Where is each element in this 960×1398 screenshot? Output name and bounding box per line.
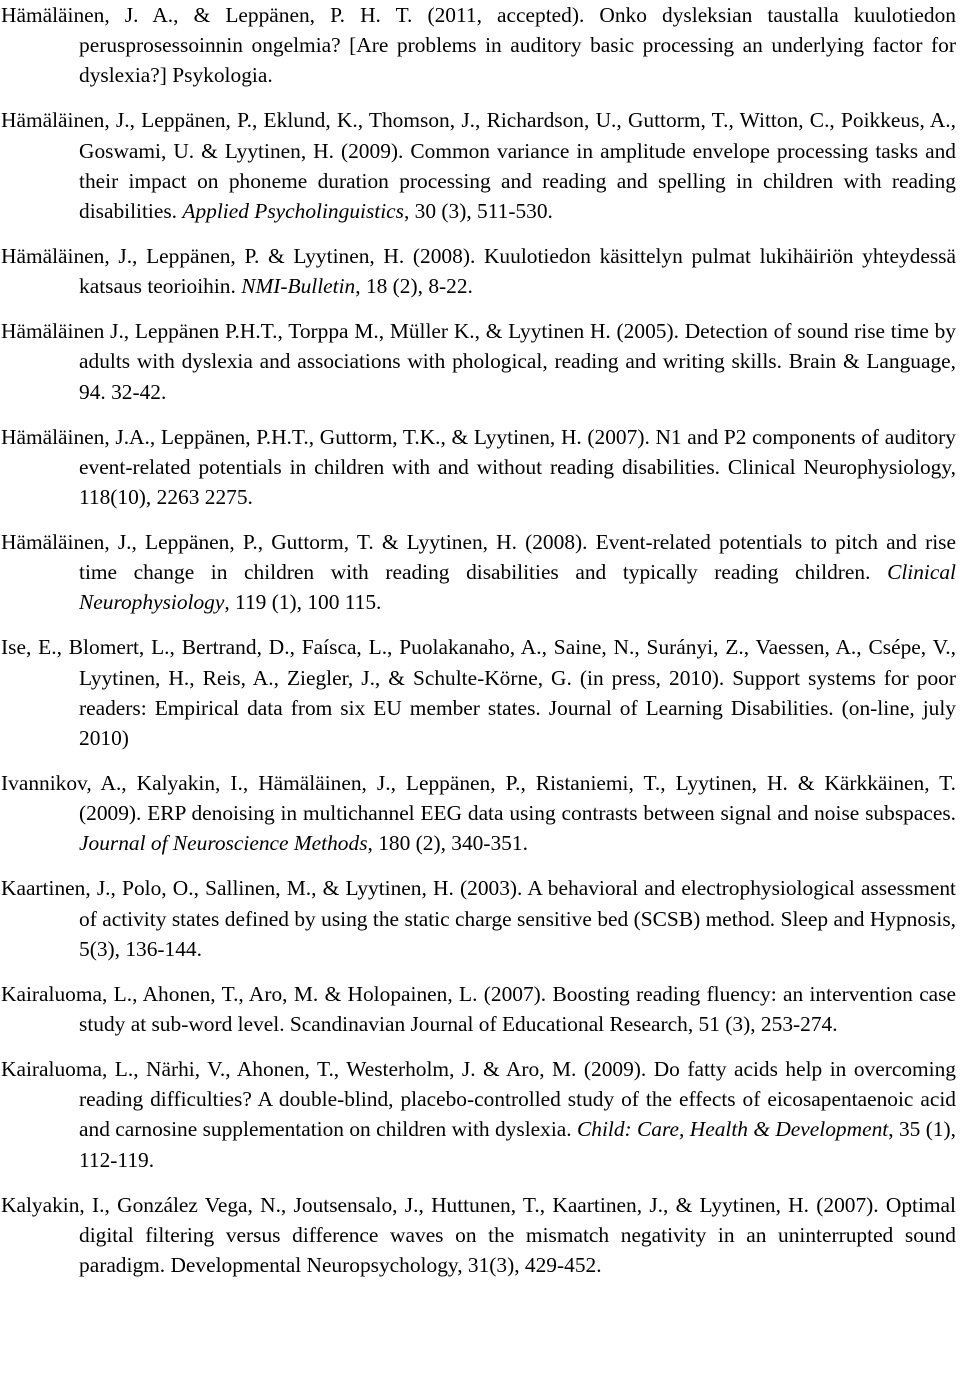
reference-entry [1,632,956,753]
reference-details: , 119 (1), 100 115. [224,590,382,615]
reference-journal: Journal of Neuroscience Methods [79,831,368,856]
reference-details: , 180 (2), 340-351. [367,831,528,856]
reference-text: Kairaluoma, L., Ahonen, T., Aro, M. & Holopainen, L. (2007). Boosting reading fluency: an intervention case study at sub-word level. Scandinavian Journal of Educational Research, 51 (3), 253-274. [1,981,956,1037]
reference-text: Kairaluoma, L., Närhi, V., Ahonen, T., Westerholm, J. & Aro, M. (2009). Do fatty acids help in overcoming reading difficulties? A double-blind, placebo-controlled study of the effects of eicosapentaenoic acid and carnosine supplementation on children with dyslexia. [1,1057,956,1142]
reference-entry [1,1190,956,1281]
reference-journal: Child: Care, Health & Development [577,1117,889,1142]
reference-entry [1,527,956,618]
reference-entry [1,0,956,91]
reference-text: Kaartinen, J., Polo, O., Sallinen, M., & Lyytinen, H. (2003). A behavioral and electrophysiological assessment of activity states defined by using the static charge sensitive bed (SCSB) method. Sleep and Hypnosis, 5(3), 136-144. [1,876,956,961]
reference-journal: NMI-Bulletin [241,274,356,299]
reference-details: , 35 (1), 112-119. [79,1117,956,1172]
reference-details: , 30 (3), 511-530. [403,199,553,224]
reference-entry [1,873,956,964]
reference-journal: Clinical Neurophysiology [79,560,956,615]
reference-text: Hämäläinen J., Leppänen P.H.T., Torppa M., Müller K., & Lyytinen H. (2005). Detection of sound rise time by adults with dyslexia and associations with phological, reading and writing skills. Brain & Language, 94. 32-42. [1,319,956,404]
reference-entry [1,768,956,859]
reference-entry [1,241,956,301]
reference-text: Ise, E., Blomert, L., Bertrand, D., Faísca, L., Puolakanaho, A., Saine, N., Surányi, Z., Vaessen, A., Csépe, V., Lyytinen, H., Reis, A., Ziegler, J., & Schulte-Körne, G. (in press, 2010). Support systems for poor readers: Empirical data from six EU member states. Journal of Learning Disabilities. (on-line, july 2010) [1,635,956,751]
reference-journal: Applied Psycholinguistics [182,199,404,224]
reference-details: , 18 (2), 8-22. [355,274,473,299]
reference-entry [1,422,956,513]
reference-text: Hämäläinen, J.A., Leppänen, P.H.T., Guttorm, T.K., & Lyytinen, H. (2007). N1 and P2 components of auditory event-related potentials in children with and without reading disabilities. Clinical Neurophysiology, 118(10), 2263 2275. [1,424,956,510]
reference-text: Hämäläinen, J., Leppänen, P. & Lyytinen, H. (2008). Kuulotiedon käsittelyn pulmat lukihäiriön yhteydessä katsaus teorioihin. [1,244,956,299]
reference-text: Hämäläinen, J., Leppänen, P., Eklund, K., Thomson, J., Richardson, U., Guttorm, T., Witton, C., Poikkeus, A., Goswami, U. & Lyytinen, H. (2009). Common variance in amplitude envelope processing tasks and their impact on phoneme duration processing and reading and spelling in children with reading disabilities. [1,108,956,224]
reference-text: Ivannikov, A., Kalyakin, I., Hämäläinen, J., Leppänen, P., Ristaniemi, T., Lyytinen, H. & Kärkkäinen, T. (2009). ERP denoising in multichannel EEG data using contrasts between signal and noise subspaces. [1,771,956,826]
reference-text: Hämäläinen, J. A., & Leppänen, P. H. T. (2011, accepted). Onko dysleksian taustalla kuulotiedon perusprosessoinnin ongelmia? [Are problems in auditory basic processing an underlying factor for dyslexia?] Psykologia. [1,3,956,88]
reference-entry [1,1054,956,1175]
reference-entry [1,316,956,407]
reference-entry [1,979,956,1039]
reference-text: Kalyakin, I., González Vega, N., Joutsensalo, J., Huttunen, T., Kaartinen, J., & Lyytinen, H. (2007). Optimal digital filtering versus difference waves on the mismatch negativity in an uninterrupted sound paradigm. Developmental Neuropsychology, 31(3), 429-452. [1,1192,956,1278]
reference-text: Hämäläinen, J., Leppänen, P., Guttorm, T. & Lyytinen, H. (2008). Event-related potentials to pitch and rise time change in children with reading disabilities and typically reading children. [1,530,956,585]
reference-entry [1,105,956,226]
